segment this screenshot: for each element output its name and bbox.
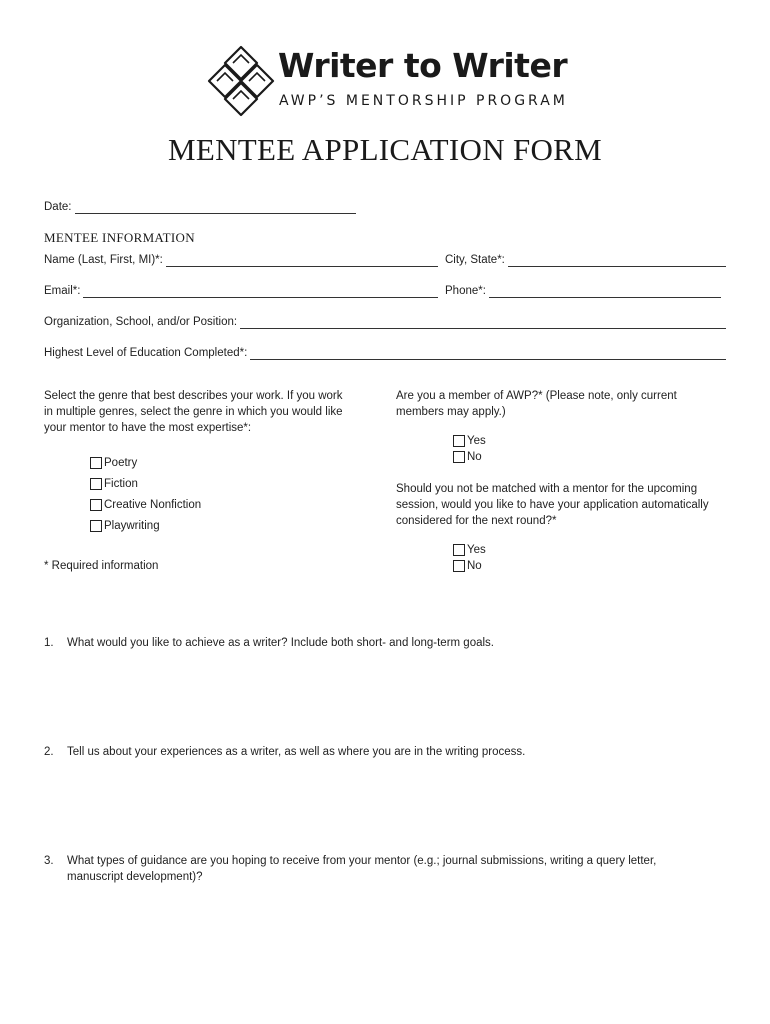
page-title: MENTEE APPLICATION FORM xyxy=(167,132,603,167)
organization-field[interactable] xyxy=(44,315,726,329)
checkbox[interactable] xyxy=(453,451,465,463)
question-1 xyxy=(44,635,724,655)
checkbox[interactable] xyxy=(90,499,102,511)
education-field[interactable] xyxy=(44,346,726,360)
question-number: 1. xyxy=(44,637,54,649)
email-field[interactable] xyxy=(44,284,438,298)
education-line[interactable] xyxy=(250,348,726,360)
checkbox[interactable] xyxy=(453,560,465,572)
option-label: Creative Nonfiction xyxy=(104,499,202,511)
name-line[interactable] xyxy=(166,255,438,267)
city-state-label: City, State*: xyxy=(445,254,505,266)
checkbox[interactable] xyxy=(90,478,102,490)
awp-member-prompt: Are you a member of AWP?* (Please note, only current members may apply.) xyxy=(396,390,677,418)
education-label: Highest Level of Education Completed*: xyxy=(44,347,248,359)
genre-option-playwriting[interactable] xyxy=(90,519,160,533)
question-number: 3. xyxy=(44,855,54,867)
question-number: 2. xyxy=(44,746,54,758)
option-label: No xyxy=(467,560,482,572)
awp-member-no[interactable] xyxy=(453,450,482,464)
genre-option-fiction[interactable] xyxy=(90,477,138,491)
required-note: * Required information xyxy=(44,560,159,572)
logo-title: Writer to Writer xyxy=(278,46,568,85)
option-label: Playwriting xyxy=(104,520,160,532)
name-label: Name (Last, First, MI)*: xyxy=(44,254,163,266)
email-label: Email*: xyxy=(44,285,81,297)
question-text: What types of guidance are you hoping to receive from your mentor (e.g.; journal submissions, writing a query letter, manuscript development)? xyxy=(67,855,657,883)
organization-label: Organization, School, and/or Position: xyxy=(44,316,238,328)
question-3 xyxy=(44,853,724,889)
checkbox[interactable] xyxy=(453,435,465,447)
genre-option-poetry[interactable] xyxy=(90,456,137,470)
next-round-yes[interactable] xyxy=(453,543,486,557)
date-line[interactable] xyxy=(75,202,357,214)
city-state-line[interactable] xyxy=(508,255,726,267)
organization-line[interactable] xyxy=(240,317,726,329)
next-round-prompt: Should you not be matched with a mentor for the upcoming session, would you like to have your application automatically considered for the next round?* xyxy=(396,483,709,527)
checkbox[interactable] xyxy=(453,544,465,556)
awp-member-yes[interactable] xyxy=(453,434,486,448)
question-2 xyxy=(44,744,724,764)
logo xyxy=(206,44,566,122)
question-text: Tell us about your experiences as a writer, as well as where you are in the writing process. xyxy=(67,746,526,758)
genre-option-creative-nonfiction[interactable] xyxy=(90,498,201,512)
date-field[interactable] xyxy=(44,200,356,214)
name-field[interactable] xyxy=(44,253,438,267)
section-heading: MENTEE INFORMATION xyxy=(44,230,195,245)
genre-prompt: Select the genre that best describes your work. If you work in multiple genres, select the genre in which you would like your mentor to have the most expertise*: xyxy=(44,390,343,434)
option-label: Yes xyxy=(467,435,486,447)
four-interlocking-diamonds-icon xyxy=(206,44,276,122)
phone-field[interactable] xyxy=(445,284,721,298)
phone-line[interactable] xyxy=(489,286,721,298)
next-round-no[interactable] xyxy=(453,559,482,573)
option-label: Poetry xyxy=(104,457,138,469)
city-state-field[interactable] xyxy=(445,253,726,267)
question-text: What would you like to achieve as a writer? Include both short- and long-term goals. xyxy=(67,637,494,649)
option-label: No xyxy=(467,451,482,463)
email-line[interactable] xyxy=(83,286,438,298)
option-label: Yes xyxy=(467,544,486,556)
option-label: Fiction xyxy=(104,478,138,490)
phone-label: Phone*: xyxy=(445,285,486,297)
date-label: Date: xyxy=(44,201,72,213)
logo-subtitle: AWP’S MENTORSHIP PROGRAM xyxy=(279,93,568,109)
checkbox[interactable] xyxy=(90,457,102,469)
checkbox[interactable] xyxy=(90,520,102,532)
